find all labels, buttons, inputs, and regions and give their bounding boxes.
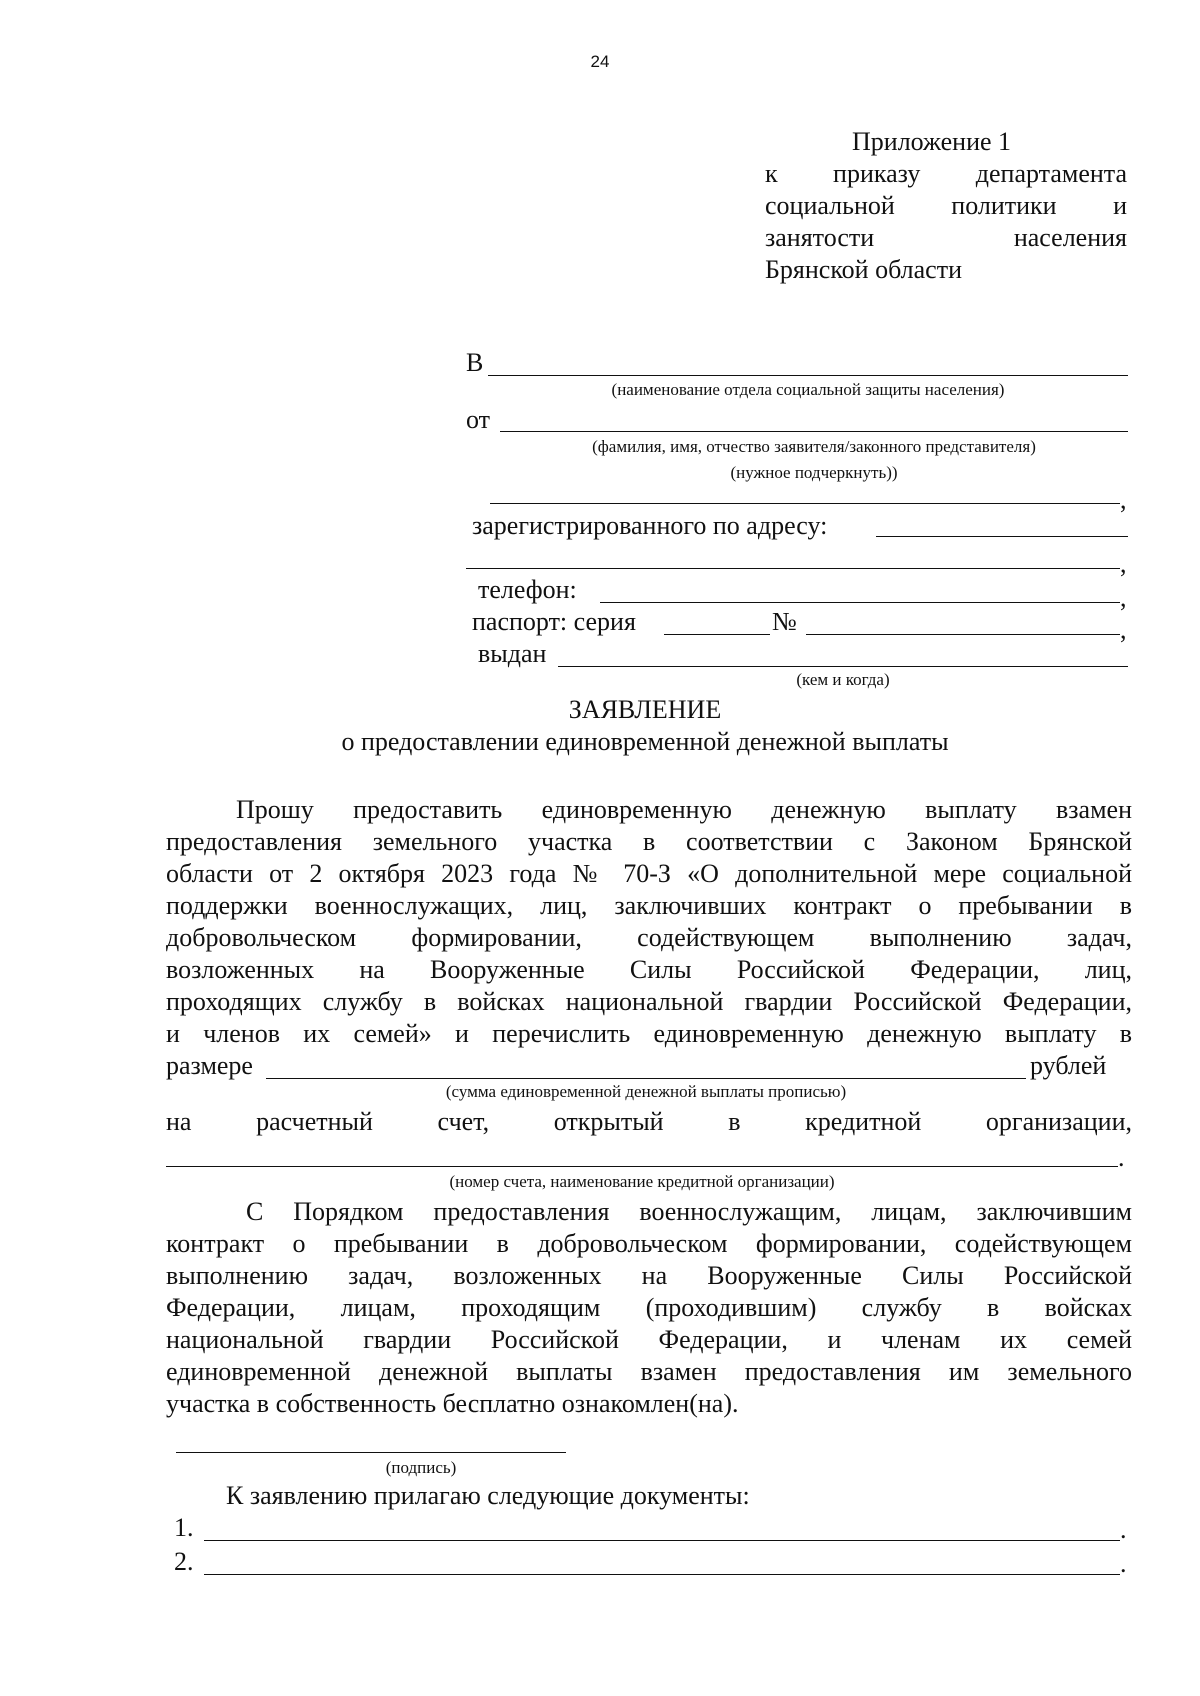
appendix-line-3: социальной политики и — [765, 191, 1127, 220]
familiarization-line-4: Федерации, лицам, проходящим (проходившим) службу в войсках — [166, 1293, 1132, 1322]
body-line-2: предоставления земельного участка в соответствии с Законом Брянской — [166, 827, 1132, 856]
appendix-line-2: к приказу департамента — [765, 159, 1127, 188]
page-number: 24 — [590, 52, 610, 71]
account-field-line[interactable] — [166, 1166, 1118, 1167]
attachments-intro: К заявлению прилагаю следующие документы: — [226, 1481, 750, 1510]
attachment-field-line-2[interactable] — [204, 1574, 1120, 1575]
amount-caption: (сумма единовременной денежной выплаты прописью) — [445, 1082, 847, 1101]
from-prefix: от — [466, 405, 491, 434]
body-line-7: проходящих службу в войсках национальной гвардии Российской Федерации, — [166, 987, 1132, 1016]
passport-number-sign: № — [772, 607, 797, 636]
body-line-3: области от 2 октября 2023 года № 70-З «О дополнительной мере социальной — [166, 859, 1132, 888]
period: . — [1120, 1515, 1127, 1544]
body-line-4: поддержки военнослужащих, лиц, заключивших контракт о пребывании в — [166, 891, 1132, 920]
applicant-field-line-2[interactable] — [490, 503, 1120, 504]
address-field-line-2[interactable] — [466, 568, 1120, 569]
phone-field-line[interactable] — [600, 602, 1120, 603]
passport-series-label: паспорт: серия — [472, 607, 636, 636]
passport-number-field-line[interactable] — [806, 634, 1120, 635]
issued-label: выдан — [478, 639, 547, 668]
passport-series-field-line[interactable] — [664, 634, 770, 635]
familiarization-line-1: С Порядком предоставления военнослужащим, лицам, заключившим — [246, 1197, 1132, 1226]
department-field-line[interactable] — [488, 375, 1128, 376]
registered-address-label: зарегистрированного по адресу: — [472, 511, 828, 540]
attachment-number-1: 1. — [174, 1513, 194, 1542]
issued-field-line[interactable] — [558, 666, 1128, 667]
applicant-caption-2: (нужное подчеркнуть)) — [730, 463, 898, 482]
familiarization-line-7: участка в собственность бесплатно ознакомлен(на). — [166, 1389, 739, 1418]
document-title: ЗАЯВЛЕНИЕ — [568, 695, 722, 724]
address-field-line[interactable] — [876, 536, 1128, 537]
comma: , — [1120, 615, 1127, 644]
familiarization-line-3: выполнению задач, возложенных на Вооруженные Силы Российской — [166, 1261, 1132, 1290]
period: . — [1120, 1549, 1127, 1578]
phone-label: телефон: — [478, 575, 577, 604]
amount-field-line[interactable] — [266, 1078, 1026, 1079]
body-line-6: возложенных на Вооруженные Силы Российской Федерации, лиц, — [166, 955, 1132, 984]
period: . — [1118, 1143, 1125, 1172]
department-caption: (наименование отдела социальной защиты населения) — [611, 380, 1005, 399]
amount-prefix: размере — [166, 1051, 253, 1080]
familiarization-line-2: контракт о пребывании в добровольческом формировании, содействующем — [166, 1229, 1132, 1258]
comma: , — [1120, 583, 1127, 612]
applicant-field-line[interactable] — [500, 431, 1128, 432]
issued-caption: (кем и когда) — [796, 670, 890, 689]
appendix-line-4: занятости населения — [765, 223, 1127, 252]
applicant-caption-1: (фамилия, имя, отчество заявителя/законного представителя) — [592, 437, 1036, 456]
account-caption: (номер счета, наименование кредитной организации) — [449, 1172, 835, 1191]
familiarization-line-6: единовременной денежной выплаты взамен предоставления им земельного — [166, 1357, 1132, 1386]
body-line-1: Прошу предоставить единовременную денежную выплату взамен — [236, 795, 1132, 824]
to-prefix: В — [466, 348, 484, 377]
comma: , — [1120, 485, 1127, 514]
amount-suffix: рублей — [1030, 1051, 1107, 1080]
signature-field-line[interactable] — [176, 1452, 566, 1453]
appendix-title: Приложение 1 — [852, 127, 1012, 156]
comma: , — [1120, 549, 1127, 578]
attachment-field-line-1[interactable] — [204, 1540, 1120, 1541]
signature-caption: (подпись) — [385, 1458, 457, 1477]
appendix-line-5: Брянской области — [765, 255, 962, 284]
body-line-5: добровольческом формировании, содействующем выполнению задач, — [166, 923, 1132, 952]
attachment-number-2: 2. — [174, 1547, 194, 1576]
account-line: на расчетный счет, открытый в кредитной организации, — [166, 1107, 1132, 1136]
familiarization-line-5: национальной гвардии Российской Федерации, и членам их семей — [166, 1325, 1132, 1354]
document-subtitle: о предоставлении единовременной денежной выплаты — [341, 727, 949, 756]
body-line-8: и членов их семей» и перечислить единовременную денежную выплату в — [166, 1019, 1132, 1048]
